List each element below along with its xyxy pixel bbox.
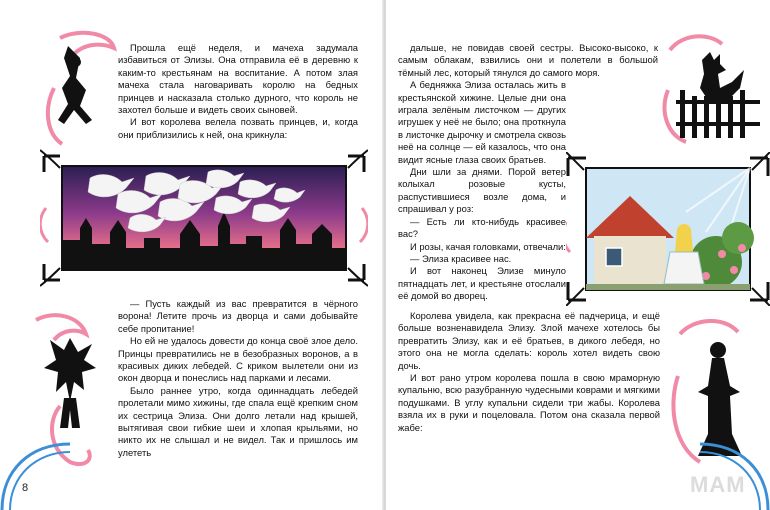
- imp-silhouette-flourish: [40, 28, 118, 148]
- paragraph: Но ей не удалось довести до конца своё злое дело. Принцы превратились не в безобразных воронов, а в красивых диких лебедей. С криком вылетели они из окон дворца и понеслись над парками и лесами.: [118, 335, 358, 384]
- paragraph: — Есть ли кто-нибудь красивее вас?: [398, 215, 566, 240]
- paragraph: Было раннее утро, когда одиннадцать лебедей пролетали мимо хижины, где спала ещё крепким сном их сестрица Элиза. Они долго летали над крышей, вытягивая свои гибкие шеи и хлопая крыльями, но никто их не слышал и не видел. Так и пришлось им улететь: [118, 384, 358, 458]
- paragraph: Королева увидела, как прекрасна её падчерица, и ещё больше возненавидела Элизу. Злой мачехе хотелось бы превратить Элизу, как и её братьев, в дикого лебедя, но этого она не могла сделать: король хотел видеть свою дочь.: [398, 310, 660, 371]
- right-text-bottom: [398, 310, 660, 434]
- right-page: [386, 0, 770, 510]
- paragraph: И вот рано утром королева пошла в свою мраморную купальню, всю разубранную чудесными коврами и мягкими подушками. В углу купальни сидели три жабы. Королева взяла их в руки и поцеловала. Потом она сказала первой жабе:: [398, 372, 660, 433]
- paragraph: дальше, не повидав своей сестры. Высоко-высоко, к самым облакам, взвились они и полетели в большой тёмный лес, который тянулся до самого моря.: [398, 42, 658, 78]
- paragraph: Дни шли за днями. Порой ветер колыхал розовые кусты, распустившиеся возле дома, и спрашивал у роз:: [398, 166, 566, 215]
- page-number: 8: [22, 482, 29, 494]
- paragraph: А бедняжка Элиза осталась жить в крестьянской хижине. Целые дни она играла зелёным листочком — других игрушек у неё не было; она проткнула в листочке дырочку и смотрела сквозь неё на солнце — ей казалось, что она видит ясные глаза своих братьев.: [398, 79, 566, 165]
- corner-arc-decoration: [0, 440, 70, 510]
- paragraph: И вот наконец Элизе минуло пятнадцать лет, и крестьяне отослали её домой во дворец.: [398, 265, 566, 302]
- paragraph: Прошла ещё неделя, и мачеха задумала избавиться от Элизы. Она отправила её в деревню к каким-то крестьянам на воспитание. А потом злая мачеха стала наговаривать королю на бедных принцев и насказала столько дурного, что король не захотел больше и видеть своих сыновей.: [118, 42, 358, 116]
- paragraph: И розы, качая головками, отвечали:: [410, 240, 566, 252]
- paragraph: — Пусть каждый из вас превратится в чёрного ворона! Летите прочь из дворца и сами добывайте себе пропитание!: [118, 298, 358, 334]
- paragraph: И вот королева велела позвать принцев, и, когда они приблизились к ней, она крикнула:: [118, 116, 358, 140]
- left-text-bottom: [118, 298, 358, 459]
- eliza-roses-illustration: [566, 152, 770, 306]
- rooster-silhouette-flourish: [662, 30, 766, 150]
- paragraph: — Элиза красивее нас.: [410, 252, 512, 264]
- left-text-top: [118, 42, 358, 141]
- swans-illustration: [40, 148, 368, 288]
- left-page: [0, 0, 384, 510]
- watermark: МАМ: [690, 472, 746, 497]
